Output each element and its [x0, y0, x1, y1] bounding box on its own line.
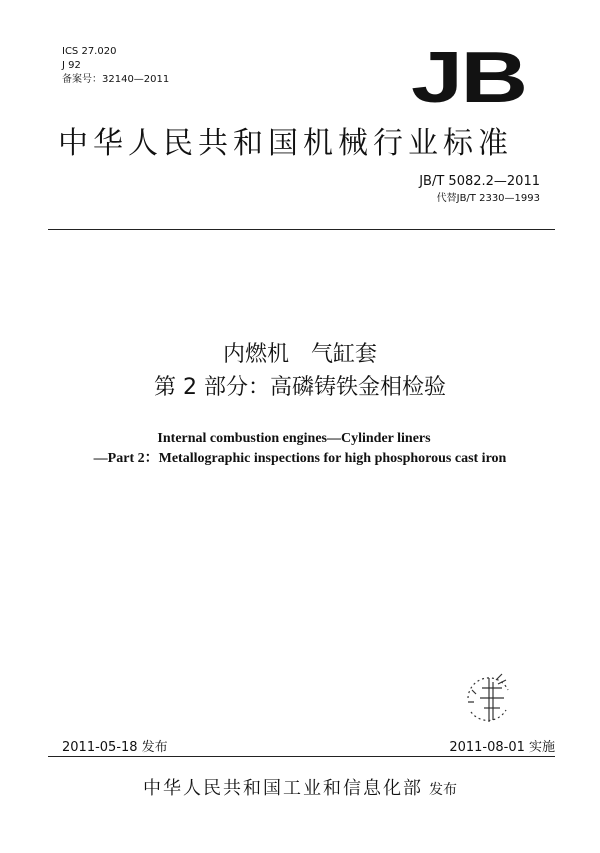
english-title-line-2: —Part 2：Metallographic inspections for high phosphorous cast iron: [93, 451, 507, 466]
implementation-date: 2011-08-01 实施: [449, 740, 555, 755]
standard-title: 中华人民共和国机械行业标准: [58, 126, 513, 161]
top-divider: [48, 229, 555, 230]
classification-code: J 92: [62, 60, 81, 71]
publisher-name: 中华人民共和国工业和信息化部: [143, 778, 423, 799]
standard-number: JB/T 5082.2—2011: [419, 174, 540, 189]
english-title-line-1: Internal combustion engines—Cylinder liners: [157, 431, 431, 446]
replaces-standard: 代替JB/T 2330—1993: [436, 193, 540, 204]
seal-stamp-icon: [458, 668, 520, 730]
issue-date: 2011-05-18 发布: [62, 740, 168, 755]
chinese-title-line-2: 第 2 部分：高磷铸铁金相检验: [154, 375, 446, 400]
bottom-divider: [48, 756, 555, 757]
ics-code: ICS 27.020: [62, 46, 117, 57]
publisher-line: [0, 776, 600, 803]
jb-logo: JB: [411, 38, 526, 118]
publisher-suffix: 发布: [429, 782, 457, 798]
record-number: 备案号：32140—2011: [62, 74, 170, 85]
chinese-title-line-1: 内燃机 气缸套: [222, 342, 377, 367]
